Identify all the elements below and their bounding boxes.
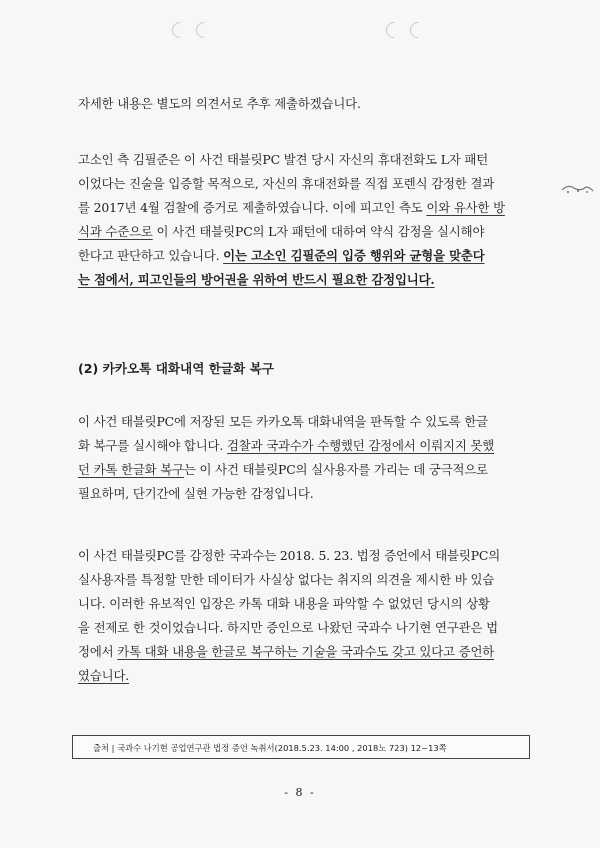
- binder-hole-icon: [193, 19, 216, 42]
- text-line: [78, 244, 528, 268]
- underlined-text: 검찰과 국과수가 수행했던 감정에서 이뤄지지 못했: [226, 438, 495, 453]
- text-span: 는 이 사건 태블릿PC의 실사용자를 가리는 데 궁극적으로: [183, 462, 488, 477]
- text-line: 고소인 측 김필준은 이 사건 태블릿PC 발견 당시 자신의 휴대전화도 L자 패턴: [78, 152, 489, 167]
- text-line: [78, 268, 528, 292]
- paragraph-l-pattern: [78, 148, 528, 292]
- text-line: [78, 664, 528, 688]
- underlined-text: 였습니다.: [78, 668, 130, 683]
- text-span: 화 복구를 실시해야 합니다.: [78, 438, 227, 453]
- text-line: 이 사건 태블릿PC에 저장된 모든 카카오톡 대화내역을 판독할 수 있도록 한글: [78, 414, 488, 429]
- text-line: [78, 458, 528, 482]
- text-line: 필요하며, 단기간에 실현 가능한 감정입니다.: [78, 486, 314, 501]
- text-line: 자세한 내용은 별도의 의견서로 추후 제출하겠습니다.: [78, 96, 361, 111]
- underlined-text: 던 카톡 한글화 복구: [78, 462, 184, 477]
- text-span: 이 사건 태블릿PC의 L자 패턴에 대하여 약식 감정을 실시해야: [152, 224, 485, 239]
- text-line: 을 전제로 한 것이었습니다. 하지만 증인으로 나왔던 국과수 나기현 연구관은 법: [78, 620, 498, 635]
- underlined-text: 카톡 대화 내용을 한글로 복구하는 기술을 국과수도 갖고 있다고 증언하: [117, 644, 495, 659]
- paragraph-kakao-restore: [78, 410, 528, 506]
- binder-holes: [0, 22, 600, 38]
- underlined-text: 식과 수준으로: [78, 224, 153, 239]
- section-heading: (2) 카카오톡 대화내역 한글화 복구: [78, 361, 274, 376]
- text-line: 이었다는 진술을 입증할 목적으로, 자신의 휴대전화를 직접 포렌식 감정한 결과: [78, 176, 495, 191]
- binder-hole-icon: [407, 19, 430, 42]
- paragraph-nfs-testimony: [78, 544, 528, 688]
- text-line: [78, 640, 528, 664]
- text-line: 이 사건 태블릿PC를 감정한 국과수는 2018. 5. 23. 법정 증언에서 태블릿PC의: [78, 548, 501, 563]
- underlined-text: 이와 유사한 방: [426, 200, 505, 215]
- text-line: [78, 434, 528, 458]
- binder-hole-icon: [169, 19, 192, 42]
- source-citation-box: 출처 | 국과수 나기현 공업연구관 법정 증언 녹취서(2018.5.23. 14:00 , 2018노 723) 12~13쪽: [72, 735, 530, 759]
- text-span: 정에서: [78, 644, 118, 659]
- text-span: 한다고 판단하고 있습니다.: [78, 248, 224, 263]
- page-number: - 8 -: [284, 786, 316, 799]
- ink-smudge-icon: [560, 178, 594, 198]
- binder-hole-icon: [383, 19, 406, 42]
- text-line: [78, 220, 528, 244]
- text-span: 를 2017년 4월 검찰에 증거로 제출하였습니다. 이에 피고인 측도: [78, 200, 427, 215]
- bold-underlined-text: 이는 고소인 김필준의 입증 행위와 균형을 맞춘다: [223, 248, 485, 263]
- paragraph-opinion-note: [78, 92, 528, 116]
- bold-underlined-text: 는 점에서, 피고인들의 방어권을 위하여 반드시 필요한 감정입니다.: [78, 272, 435, 287]
- text-line: 실사용자를 특정할 만한 데이터가 사실상 없다는 취지의 의견을 제시한 바 있습: [78, 572, 495, 587]
- text-line: 니다. 이러한 유보적인 입장은 카톡 대화 내용을 파악할 수 없었던 당시의 상황: [78, 596, 490, 611]
- text-line: [78, 196, 528, 220]
